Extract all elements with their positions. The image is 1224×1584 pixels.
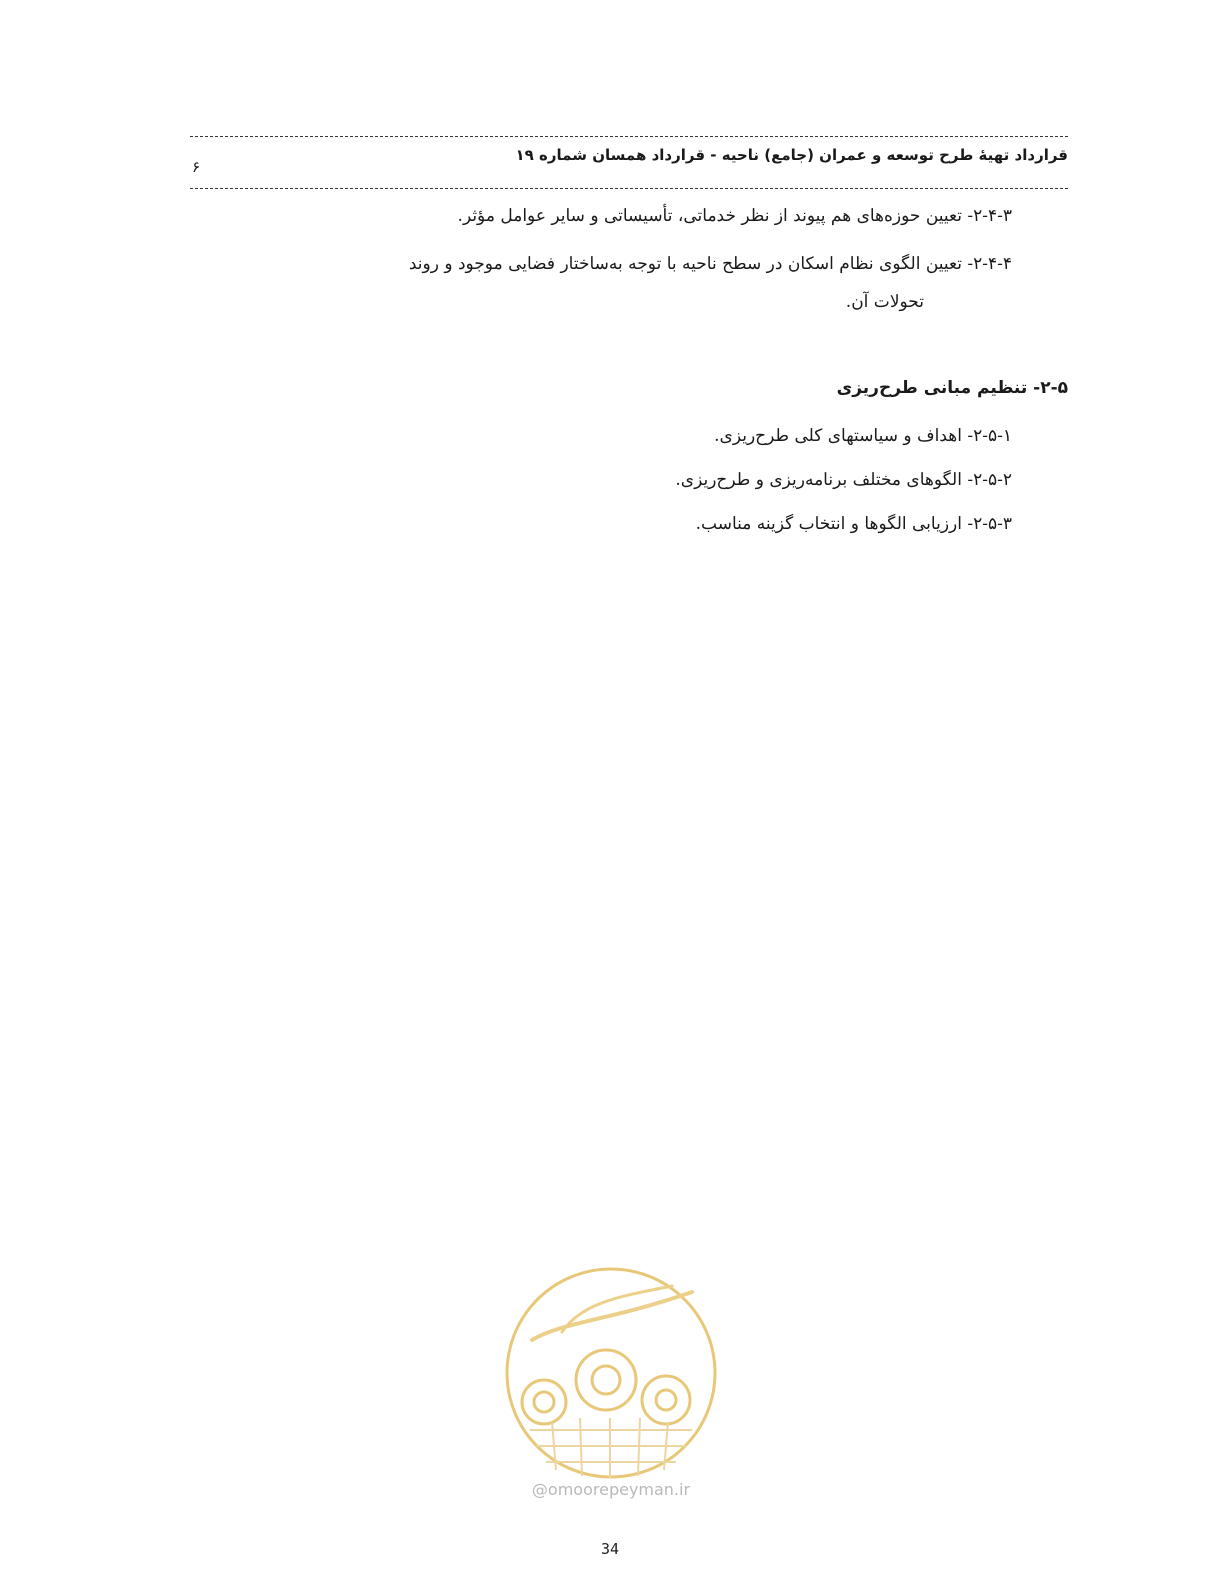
footer-page-number: 34 <box>600 1540 620 1558</box>
header-page-number: ۶ <box>192 158 201 176</box>
header-bottom-rule <box>190 188 1068 189</box>
watermark-url: @omoorepeyman.ir <box>531 1480 691 1499</box>
item-2-5-1: ۲-۵-۱- اهداف و سیاستهای کلی طرح‌ریزی. <box>714 426 1012 446</box>
item-2-4-4-line2: تحولات آن. <box>845 292 924 312</box>
item-2-5-3: ۲-۵-۳- ارزیابی الگوها و انتخاب گزینه مناسب. <box>695 514 1012 534</box>
item-2-4-4-line1: ۲-۴-۴- تعیین الگوی نظام اسکان در سطح ناحیه با توجه به‌ساختار فضایی موجود و روند <box>408 254 1012 274</box>
item-2-4-3: ۲-۴-۳- تعیین حوزه‌های هم پیوند از نظر خدماتی، تأسیساتی و سایر عوامل مؤثر. <box>457 206 1012 226</box>
header-title: قرارداد تهیهٔ طرح توسعه و عمران (جامع) ناحیه - قرارداد همسان شماره ۱۹ <box>515 146 1068 164</box>
header-top-rule <box>190 136 1068 137</box>
watermark-logo-icon <box>502 1262 720 1484</box>
section-2-5-heading: ۲-۵- تنظیم مبانی طرح‌ریزی <box>836 378 1068 398</box>
item-2-5-2: ۲-۵-۲- الگوهای مختلف برنامه‌ریزی و طرح‌ریزی. <box>675 470 1012 490</box>
